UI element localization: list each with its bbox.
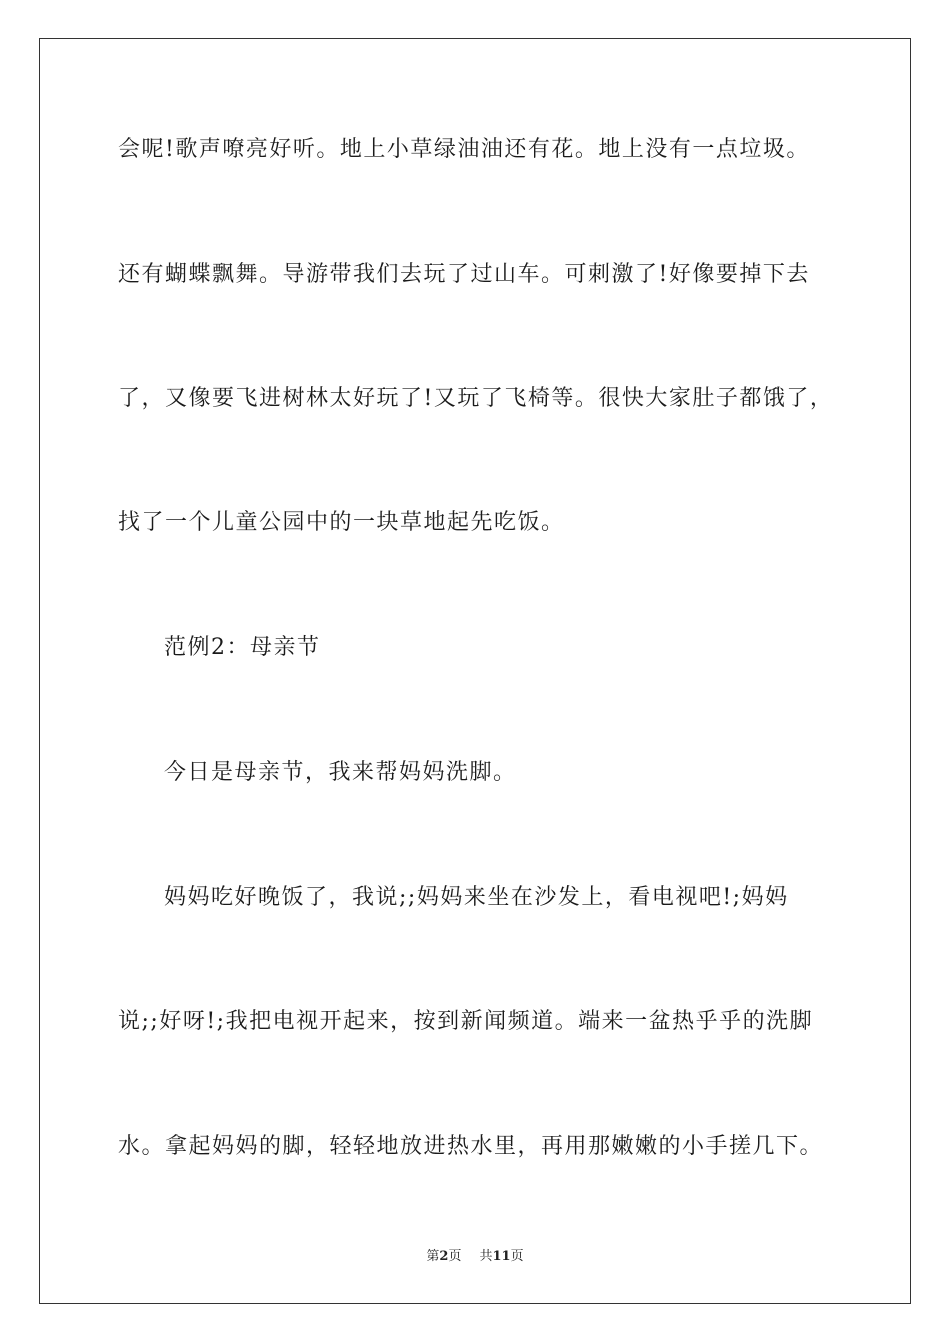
footer-page-prefix: 第 xyxy=(426,1249,440,1264)
body-line-3: 了，又像要飞进树林太好玩了!又玩了飞椅等。很快大家肚子都饿了， xyxy=(118,386,834,411)
body-line-7: 妈妈吃好晚饭了，我说;;妈妈来坐在沙发上，看电视吧!;妈妈 xyxy=(164,885,789,910)
footer-total-prefix: 共 xyxy=(479,1249,493,1264)
page-footer xyxy=(0,1248,950,1266)
footer-page-total: 11 xyxy=(492,1249,511,1264)
footer-page-current: 2 xyxy=(439,1249,449,1264)
page-frame xyxy=(39,38,911,1304)
body-line-2: 还有蝴蝶飘舞。导游带我们去玩了过山车。可刺激了!好像要掉下去 xyxy=(118,262,810,287)
body-line-4: 找了一个儿童公园中的一块草地起先吃饭。 xyxy=(118,510,565,535)
section-heading: 范例2：母亲节 xyxy=(164,635,321,660)
footer-total-suffix: 页 xyxy=(510,1249,524,1264)
body-line-6: 今日是母亲节，我来帮妈妈洗脚。 xyxy=(164,760,517,785)
body-line-8: 说;;好呀!;我把电视开起来，按到新闻频道。端来一盆热乎乎的洗脚 xyxy=(118,1009,814,1034)
body-line-1: 会呢!歌声嘹亮好听。地上小草绿油油还有花。地上没有一点垃圾。 xyxy=(118,137,810,162)
body-line-9: 水。拿起妈妈的脚，轻轻地放进热水里，再用那嫩嫩的小手搓几下。 xyxy=(118,1134,824,1159)
footer-page-suffix: 页 xyxy=(448,1249,462,1264)
